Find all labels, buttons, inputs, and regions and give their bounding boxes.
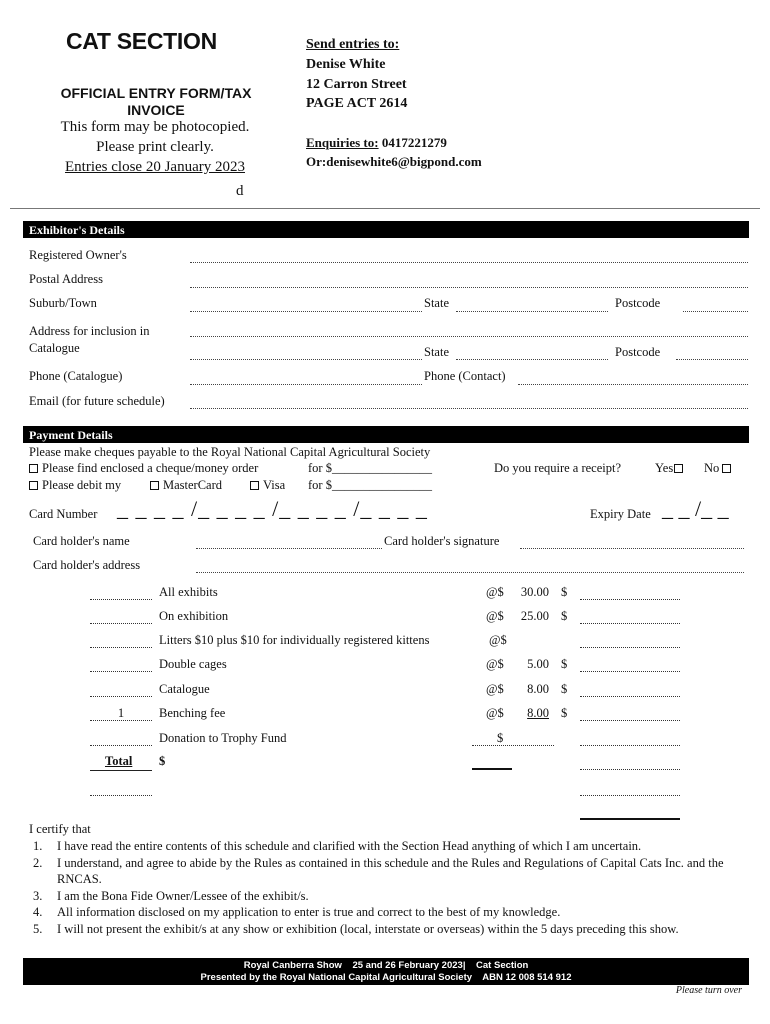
visa-option[interactable] [250,478,285,493]
debit-checkbox[interactable] [29,481,38,490]
certify-number: 1. [33,839,43,853]
form-subtitle: OFFICIAL ENTRY FORM/TAX INVOICE [60,85,252,118]
catalogue-address-label-2: Catalogue [29,341,80,355]
total-amount-field[interactable] [580,769,680,770]
send-entries-label: Send entries to: [306,37,400,52]
fee-at: $ [497,731,504,745]
total-label: Total [105,754,133,768]
postcode-label: Postcode [615,296,661,310]
certify-text: I have read the entire contents of this schedule and clarified with the Section Head anything of which I am uncertain. [57,839,642,853]
send-city: PAGE ACT 2614 [306,96,408,111]
fee-at: @$ [486,706,504,720]
print-note: Please print clearly. [96,139,214,155]
fee-qty-field[interactable] [90,745,152,746]
extra-amount-field[interactable] [580,795,680,796]
entries-close-note: Entries close 20 January 2023 [65,159,245,175]
fee-amount-field[interactable] [580,671,680,672]
fee-price: 8.00 [527,706,549,720]
certify-number: 2. [33,855,43,870]
header-divider [10,208,760,209]
holder-address-label: Card holder's address [33,558,141,572]
certify-item [33,855,747,888]
for-amount-2[interactable]: for $________________ [308,478,432,492]
total-amount-bar [472,768,512,770]
mastercard-label: MasterCard [163,478,223,492]
fee-price: 25.00 [520,609,549,623]
for-amount-1[interactable]: for $________________ [308,461,432,475]
fee-qty: 1 [117,706,125,720]
fee-at: @$ [486,585,504,599]
grand-total-bar [580,818,680,820]
fee-amount-field[interactable] [580,599,680,600]
photocopy-note: This form may be photocopied. [60,119,250,135]
total-dollar: $ [159,754,166,768]
visa-label: Visa [263,478,286,492]
postal-label: Postal Address [29,272,103,286]
fee-price: 8.00 [527,682,549,696]
no-label: No [704,461,720,475]
holder-name-label: Card holder's name [33,534,130,548]
fee-dollar: $ [561,657,568,671]
certify-item [33,904,747,921]
state-label-2: State [424,345,449,359]
certify-item [33,838,747,855]
debit-label: Please debit my [42,478,122,492]
cheques-note: Please make cheques payable to the Royal National Capital Agricultural Society [29,445,431,459]
fee-dollar: $ [561,609,568,623]
state-field-2[interactable] [456,359,608,360]
section-title: CAT SECTION [66,28,217,54]
expiry-field[interactable]: _ _ /_ _ [662,496,729,521]
certify-number: 4. [33,905,43,919]
fee-amount-field[interactable] [580,696,680,697]
certify-list [33,838,747,937]
holder-signature-label: Card holder's signature [384,534,500,548]
fee-qty-field[interactable] [90,623,152,624]
donation-amount-field[interactable] [472,745,554,746]
certify-number: 3. [33,888,43,903]
postcode-field[interactable] [683,311,748,312]
fee-label: On exhibition [159,609,229,623]
suburb-label: Suburb/Town [29,296,97,310]
payment-details-heading: Payment Details [23,426,749,443]
send-name: Denise White [306,57,386,72]
fee-dollar: $ [561,682,568,696]
postal-field[interactable] [190,287,748,288]
enclosed-option[interactable] [29,461,258,476]
fee-amount-field[interactable] [580,623,680,624]
fee-label: Donation to Trophy Fund [159,731,287,745]
turn-over-note: Please turn over [675,985,742,996]
yes-label: Yes [655,461,674,475]
enquiries-phone: 0417221279 [378,135,447,150]
state-field[interactable] [456,311,608,312]
enclosed-checkbox[interactable] [29,464,38,473]
yes-checkbox[interactable] [674,464,683,473]
state-label: State [424,296,449,310]
catalogue-address-label-1: Address for inclusion in [29,324,150,338]
phone-contact-label: Phone (Contact) [424,369,506,383]
catalogue-address-field-2[interactable] [190,359,422,360]
fee-label: Benching fee [159,706,226,720]
receipt-no-option[interactable] [704,461,735,476]
certify-text: I will not present the exhibit/s at any show or exhibition (local, interstate or overseas) within the 5 days preceding this show. [57,921,679,936]
fee-at: @$ [486,657,504,671]
fee-label: Litters $10 plus $10 for individually registered kittens [159,633,430,647]
certify-text: I understand, and agree to abide by the Rules as contained in this schedule and the Rules and Regulations of Capital Cats Inc. and the RNCAS. [57,855,724,886]
mastercard-option[interactable] [150,478,222,493]
fee-dollar: $ [561,706,568,720]
footer-line-1: Royal Canberra Show 25 and 26 February 2023| Cat Section [243,960,529,971]
certify-item [33,921,747,938]
fee-qty-field[interactable] [90,647,152,648]
visa-checkbox[interactable] [250,481,259,490]
holder-name-field[interactable] [196,548,382,549]
extra-qty-field[interactable] [90,795,152,796]
fee-price: 30.00 [520,585,549,599]
enquiries-label: Enquiries to: [306,135,379,150]
email-field[interactable] [190,408,748,409]
owner-field[interactable] [190,262,748,263]
phone-catalogue-field[interactable] [190,384,422,385]
enclosed-label: Please find enclosed a cheque/money order [42,461,259,475]
fee-price: 5.00 [527,657,549,671]
postcode-field-2[interactable] [676,359,748,360]
certify-number: 5. [33,921,43,936]
phone-catalogue-label: Phone (Catalogue) [29,369,123,383]
no-checkbox[interactable] [722,464,731,473]
phone-contact-field[interactable] [518,384,748,385]
footer-banner [23,958,749,985]
exhibitor-details-heading: Exhibitor's Details [23,221,749,238]
footer-line-2: Presented by the Royal National Capital Agricultural Society ABN 12 008 514 912 [200,972,572,983]
fee-at: @$ [486,609,504,623]
certify-text: All information disclosed on my application to enter is true and correct to the best of my knowledge. [57,905,561,919]
card-number-field[interactable]: _ _ _ _ /_ _ _ _ /_ _ _ _ /_ _ _ _ [117,496,428,521]
fee-qty-field[interactable] [90,671,152,672]
fee-qty-field[interactable] [90,599,152,600]
certify-text: I am the Bona Fide Owner/Lessee of the exhibit/s. [57,888,309,903]
postcode-label-2: Postcode [615,345,661,359]
holder-address-field[interactable] [196,572,744,573]
receipt-question: Do you require a receipt? [494,461,622,475]
enquiries [306,135,447,151]
enquiries-email: Or:denisewhite6@bigpond.com [306,154,482,169]
total-qty-line [90,770,152,771]
card-number-label: Card Number [29,507,98,521]
fee-amount-field[interactable] [580,647,680,648]
certify-item [33,888,747,905]
expiry-label: Expiry Date [590,507,651,521]
fee-label: Double cages [159,657,227,671]
fee-amount-field[interactable] [580,720,680,721]
fee-label: Catalogue [159,682,210,696]
fee-amount-field[interactable] [580,745,680,746]
stray-char: d [236,183,244,199]
fee-at: @$ [486,682,504,696]
fee-label: All exhibits [159,585,218,599]
certify-intro: I certify that [29,822,91,836]
email-label: Email (for future schedule) [29,394,165,408]
fee-dollar: $ [561,585,568,599]
suburb-field[interactable] [190,311,422,312]
fee-at: @$ [489,633,507,647]
holder-signature-field[interactable] [520,548,744,549]
receipt-yes-option[interactable] [655,461,687,476]
send-street: 12 Carron Street [306,77,407,92]
owner-label: Registered Owner's [29,248,127,262]
fee-qty-field[interactable] [90,696,152,697]
catalogue-address-field-1[interactable] [190,336,748,337]
debit-option[interactable] [29,478,121,493]
mastercard-checkbox[interactable] [150,481,159,490]
